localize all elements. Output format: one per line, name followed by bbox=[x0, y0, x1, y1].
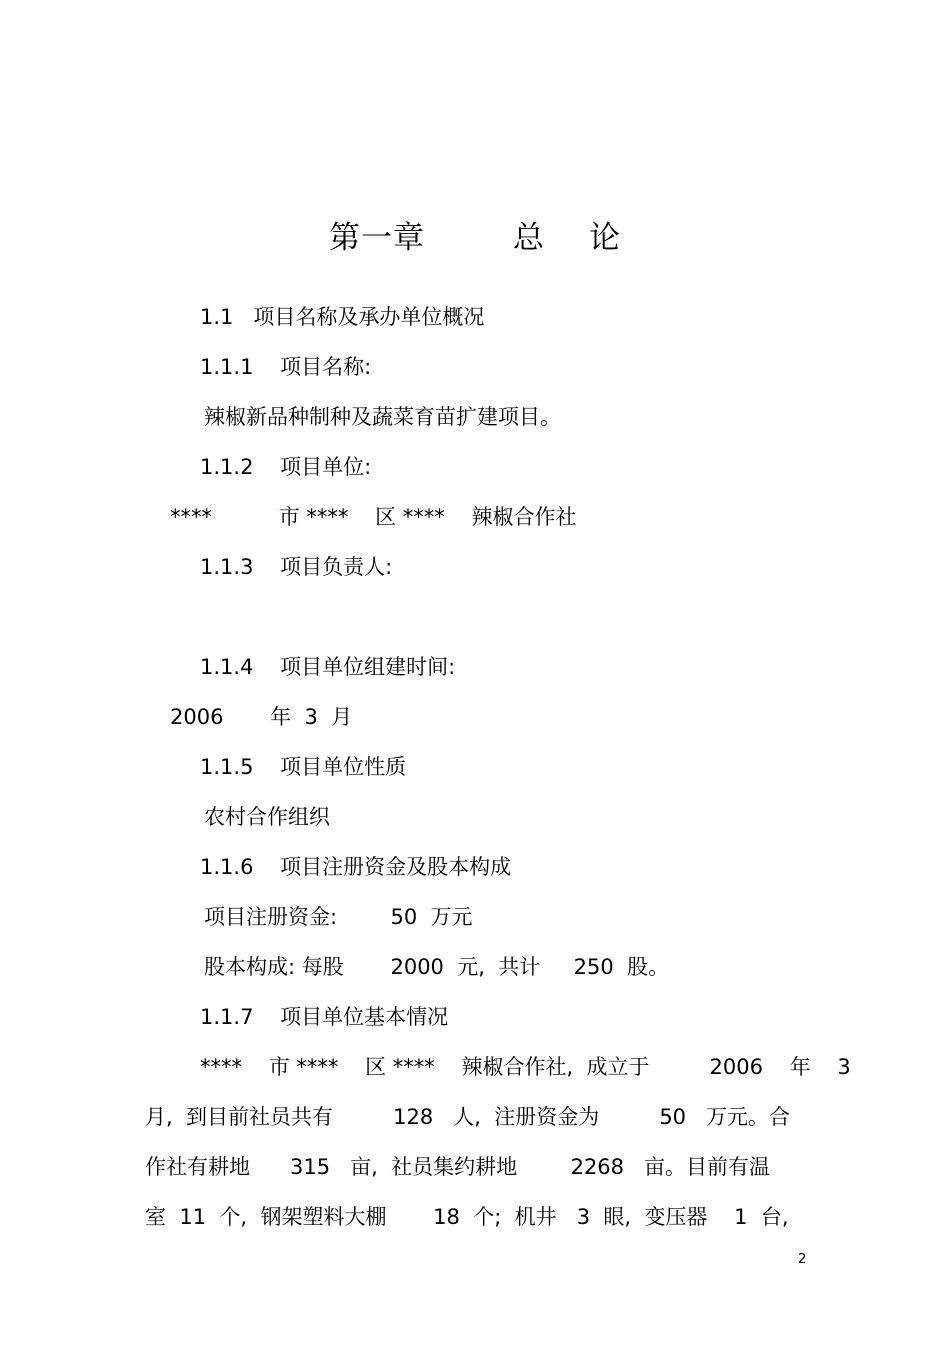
paragraph-line-1: **** 市 **** 区 **** 辣椒合作社, 成立于 2006 年 3 bbox=[200, 1055, 851, 1079]
heading-1-1-6: 1.1.6 项目注册资金及股本构成 bbox=[200, 855, 512, 879]
project-unit: **** 市 **** 区 **** 辣椒合作社 bbox=[170, 505, 577, 529]
chapter-title bbox=[0, 212, 950, 257]
share-structure: 股本构成: 每股 2000 元, 共计 250 股。 bbox=[204, 955, 670, 979]
paragraph-line-3: 作社有耕地 315 亩, 社员集约耕地 2268 亩。目前有温 bbox=[145, 1155, 771, 1179]
heading-1-1-1: 1.1.1 项目名称: bbox=[200, 355, 372, 379]
page-number: 2 bbox=[798, 1252, 807, 1267]
chapter-prefix: 第一章 bbox=[329, 220, 425, 256]
paragraph-line-2: 月, 到目前社员共有 128 人, 注册资金为 50 万元。合 bbox=[145, 1105, 791, 1129]
heading-1-1-7: 1.1.7 项目单位基本情况 bbox=[200, 1005, 449, 1029]
paragraph-line-4: 室 11 个, 钢架塑料大棚 18 个; 机井 3 眼, 变压器 1 台, bbox=[145, 1205, 789, 1229]
heading-1-1-2: 1.1.2 项目单位: bbox=[200, 455, 372, 479]
chapter-word-2: 论 bbox=[589, 220, 621, 256]
section-heading-1-1: 1.1 项目名称及承办单位概况 bbox=[200, 305, 485, 329]
registered-capital: 项目注册资金: 50 万元 bbox=[204, 905, 473, 929]
heading-1-1-5: 1.1.5 项目单位性质 bbox=[200, 755, 407, 779]
project-name: 辣椒新品种制种及蔬菜育苗扩建项目。 bbox=[204, 405, 561, 429]
founded-date: 2006 年 3 月 bbox=[170, 705, 353, 729]
chapter-word-1: 总 bbox=[513, 220, 545, 256]
heading-1-1-4: 1.1.4 项目单位组建时间: bbox=[200, 655, 456, 679]
heading-1-1-3: 1.1.3 项目负责人: bbox=[200, 555, 393, 579]
unit-nature: 农村合作组织 bbox=[204, 805, 330, 829]
